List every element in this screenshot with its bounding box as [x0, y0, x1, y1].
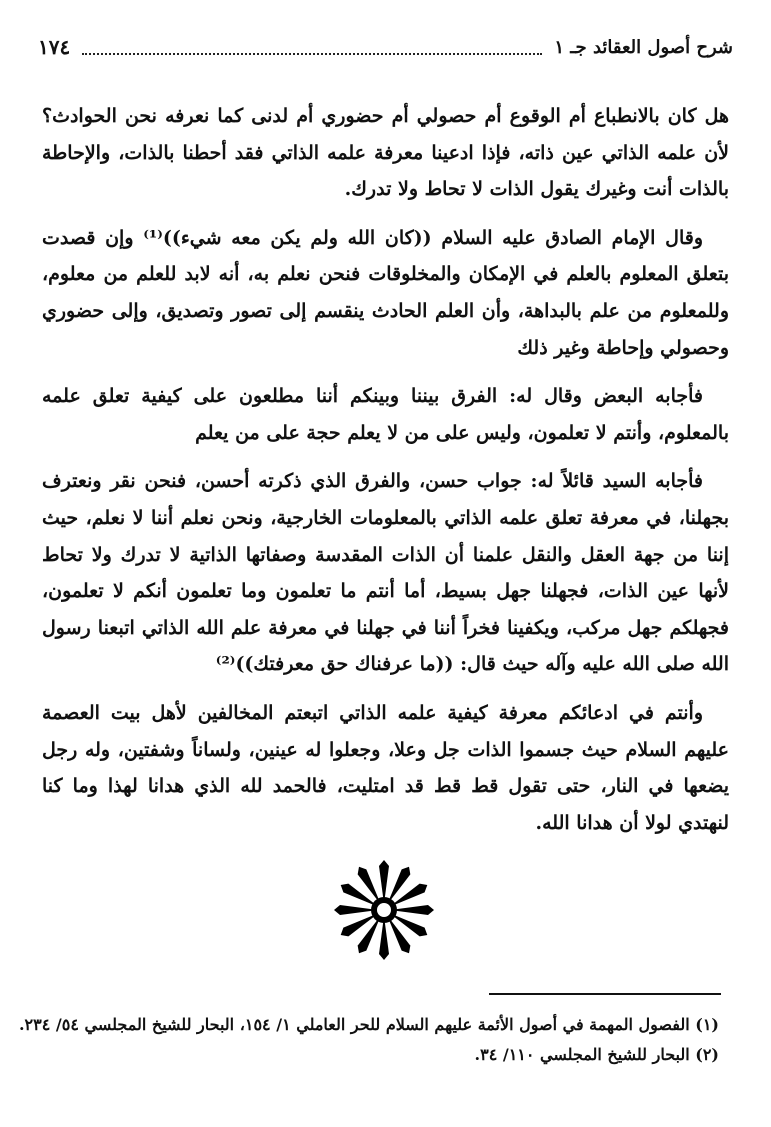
paragraph: هل كان بالانطباع أم الوقوع أم حصولي أم حضوري أم لدنى كما نعرفه نحن الحوادث؟ لأن علمه الذاتي عين ذاته، فإذا ادعينا معرفة علمه الذاتي فقد أحطنا بالذات، والإحاطة بالذات أنت وغيرك يقول الذات لا تحاط ولا تدرك.	[42, 105, 729, 201]
footnote-separator	[489, 993, 721, 995]
paragraph: فأجابه السيد قائلاً له: جواب حسن، والفرق الذي ذكرته أحسن، فنحن نقر ونعترف بجهلنا، في معرفة تعلق علمه الذاتي بالمعلومات الخارجية، ونحن نعلم أننا لا نعلم، حيث إننا من جهة العقل والنقل علمنا أن الذات المقدسة وصفاتها الذاتية لا تدرك ولا تحاط لأنها عين الذات، فجهلنا جهل بسيط، أما أنتم ما تعلمون وما تعلمون أنكم لا تعلمون، فجهلكم جهل مركب، ويكفينا فخراً أننا في جهلنا في معرفة علم الله الذاتي اتبعنا رسول الله صلى الله عليه وآله حيث قال: ((ما عرفناك حق معرفتك))⁽²⁾	[42, 470, 729, 676]
footnotes	[18, 1010, 719, 1070]
page-number: ١٧٤	[38, 35, 71, 59]
header-dotted-leader	[82, 39, 542, 55]
running-header	[38, 30, 733, 64]
book-title: شرح أصول العقائد جـ ١	[554, 36, 733, 58]
asterisk-star-ornament-icon	[332, 858, 436, 962]
paragraph: فأجابه البعض وقال له: الفرق بيننا وبينكم أننا مطلعون على كيفية تعلق علمه بالمعلوم، وأنتم لا تعلمون، وليس على من لا يعلم حجة على من يعلم	[42, 385, 729, 444]
footnote: (١) الفصول المهمة في أصول الأئمة عليهم السلام للحر العاملي ١/ ١٥٤، البحار للشيخ المجلسي ٥٤/ ٢٣٤.	[18, 1015, 719, 1034]
footnote: (٢) البحار للشيخ المجلسي ١١٠/ ٣٤.	[474, 1045, 719, 1064]
paragraph: وقال الإمام الصادق عليه السلام ((كان الله ولم يكن معه شيء))⁽¹⁾ وإن قصدت بتعلق المعلوم بالعلم في الإمكان والمخلوقات فنحن نعلم به، أنه لابد للعلم من معلوم، وللمعلوم من علم بالبداهة، وأن العلم الحادث ينقسم إلى تصور وتصديق، وإلى حضوري وحصولي وإحاطة وغير ذلك	[42, 226, 729, 359]
body-text	[42, 98, 729, 853]
paragraph: وأنتم في ادعائكم معرفة كيفية علمه الذاتي اتبعتم المخالفين لأهل بيت العصمة عليهم السلام حيث جسموا الذات جل وعلا، وجعلوا له عينين، ولساناً وشفتين، وله رجل يضعها في النار، حتى تقول قط قط قد امتليت، فالحمد لله الذي هدانا لهذا وما كنا لنهتدي لولا أن هدانا الله.	[42, 701, 729, 834]
